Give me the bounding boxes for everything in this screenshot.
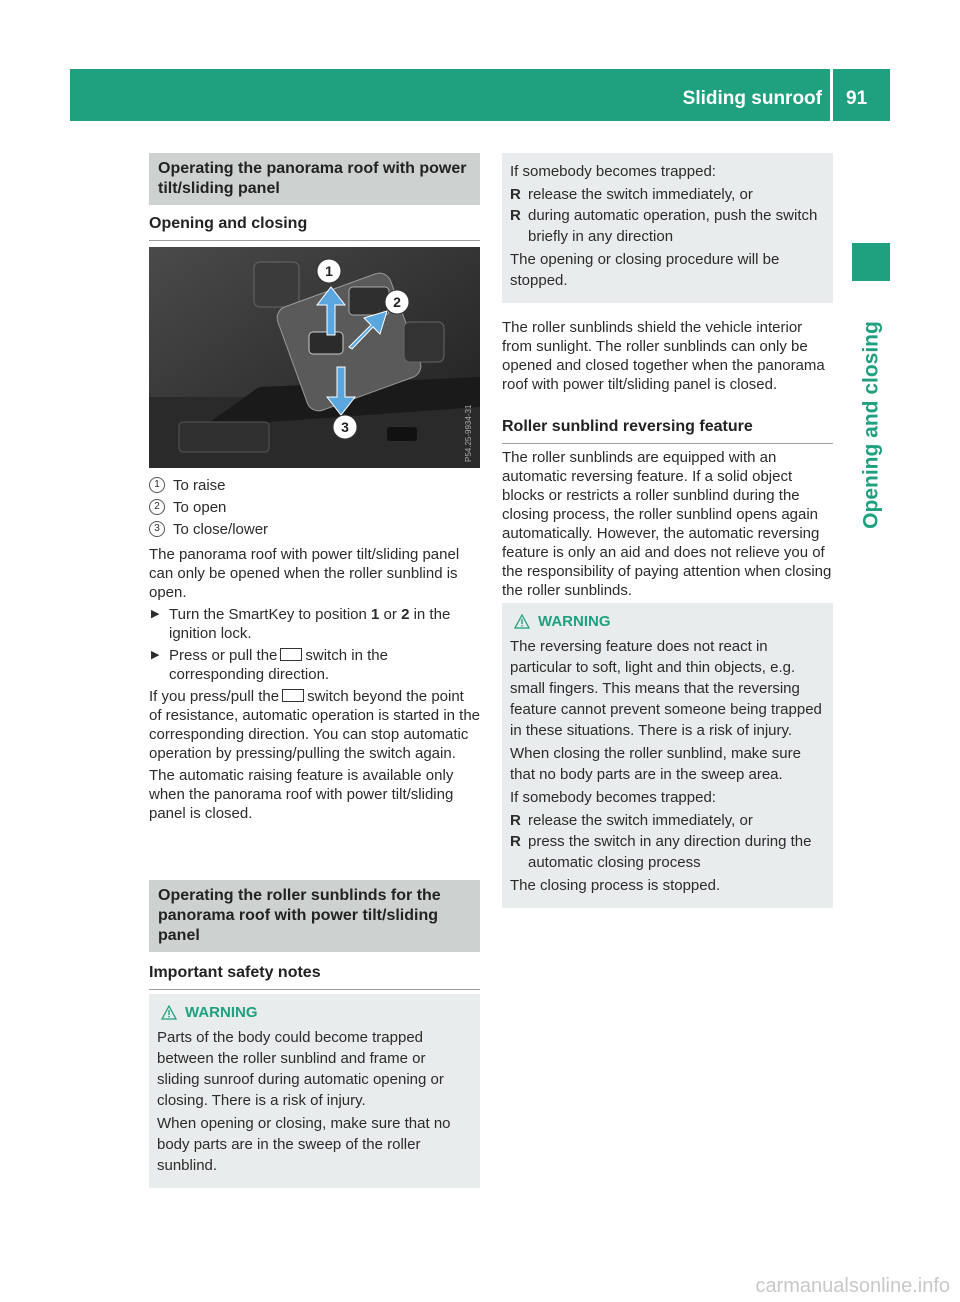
page-number: 91 [846,88,868,109]
body-paragraph: The automatic raising feature is available only when the panorama roof with power tilt/sliding panel is closed. [149,767,454,822]
step-text: Turn the SmartKey to position 1 or 2 in the ignition lock. [169,606,451,642]
box-text: The opening or closing procedure will be stopped. [510,251,780,289]
bullet-item [510,205,825,247]
step-text: Press or pull the switch in the corresponding direction. [169,647,388,683]
legend-list [149,475,480,541]
switch-key-icon [280,648,302,661]
warning-header [514,611,825,632]
bullet-item [510,810,825,831]
subheading-opening-closing: Opening and closing [149,214,480,241]
bullet-item [510,831,825,873]
svg-text:2: 2 [393,294,401,310]
bullet-text: release the switch immediately, or [528,186,753,203]
warning-text: When opening or closing, make sure that no body parts are in the sweep of the roller sunblind. [157,1115,451,1174]
side-tab-marker [852,243,890,281]
subheading-reversing-feature: Roller sunblind reversing feature [502,417,833,444]
warning-text: If somebody becomes trapped: [510,789,716,806]
legend-item [149,475,480,497]
body-paragraph: If you press/pull the switch beyond the point of resistance, automatic operation is started in the corresponding direction. You can stop automatic operation by pressing/pulling the switch again. [149,688,481,762]
switch-key-icon [282,689,304,702]
warning-text: When closing the roller sunblind, make sure that no body parts are in the sweep area. [510,745,801,783]
bullet-item [510,184,825,205]
watermark: carmanualsonline.info [755,1275,950,1297]
body-paragraph: The roller sunblinds shield the vehicle interior from sunlight. The roller sunblinds can only be opened and closed together when the panorama roof with power tilt/sliding panel is closed. [502,319,825,393]
warning-header [161,1002,472,1023]
warning-text: The reversing feature does not react in particular to soft, light and thin objects, e.g. small fingers. This means that the reversing feature cannot prevent someone being trapped in these situations. There is a risk of injury. [510,638,822,739]
bullet-text: press the switch in any direction during the automatic closing process [528,833,812,871]
warning-label: WARNING [538,613,611,630]
svg-text:1: 1 [325,263,333,279]
legend-text: To open [173,499,227,516]
warning-text: Parts of the body could become trapped between the roller sunblind and frame or sliding sunroof during automatic opening or closing. There is a risk of injury. [157,1029,444,1109]
roof-control-photo [149,247,480,468]
section-title-roller-sunblinds: Operating the roller sunblinds for the panorama roof with power tilt/sliding panel [149,880,480,952]
warning-text: The closing process is stopped. [510,877,721,894]
bullet-text: release the switch immediately, or [528,812,753,829]
page-section-title: Sliding sunroof [682,88,822,109]
side-tab [856,290,886,560]
legend-number: 1 [149,477,165,493]
side-tab-label: Opening and closing [859,321,883,529]
box-text: If somebody becomes trapped: [510,163,716,180]
legend-item [149,519,480,541]
header-divider [830,69,833,121]
section-title-panorama-roof: Operating the panorama roof with power tilt/sliding panel [149,153,480,205]
warning-box [149,994,480,1188]
legend-item [149,497,480,519]
legend-number: 3 [149,521,165,537]
bullet-text: during automatic operation, push the switch briefly in any direction [528,207,818,245]
bullet-mark: R [510,207,521,224]
svg-text:3: 3 [341,419,349,435]
body-paragraph: The roller sunblinds are equipped with an automatic reversing feature. If a solid object blocks or restricts a roller sunblind during the closing process, the roller sunblind opens again automatically. However, the automatic reversing feature is only an aid and does not relieve you of the responsibility of paying attention when closing the roller sunblinds. [502,449,832,599]
bullet-mark: R [510,186,521,203]
bullet-mark: R [510,833,521,850]
warning-box [502,603,833,908]
legend-text: To close/lower [173,521,269,538]
instructions [149,545,480,823]
legend-text: To raise [173,477,226,494]
legend-number: 2 [149,499,165,515]
step-arrow-icon: ▶ [151,608,160,620]
photo-code: P54.25-9934-31 [464,404,473,462]
step-item [149,605,480,643]
body-paragraph: The panorama roof with power tilt/sliding panel can only be opened when the roller sunblind is open. [149,546,460,601]
bullet-mark: R [510,812,521,829]
warning-triangle-icon [514,614,530,629]
info-box [502,153,833,303]
step-arrow-icon: ▶ [151,649,160,661]
step-item [149,646,480,684]
warning-label: WARNING [185,1004,258,1021]
warning-triangle-icon [161,1005,177,1020]
subheading-safety-notes: Important safety notes [149,963,480,990]
